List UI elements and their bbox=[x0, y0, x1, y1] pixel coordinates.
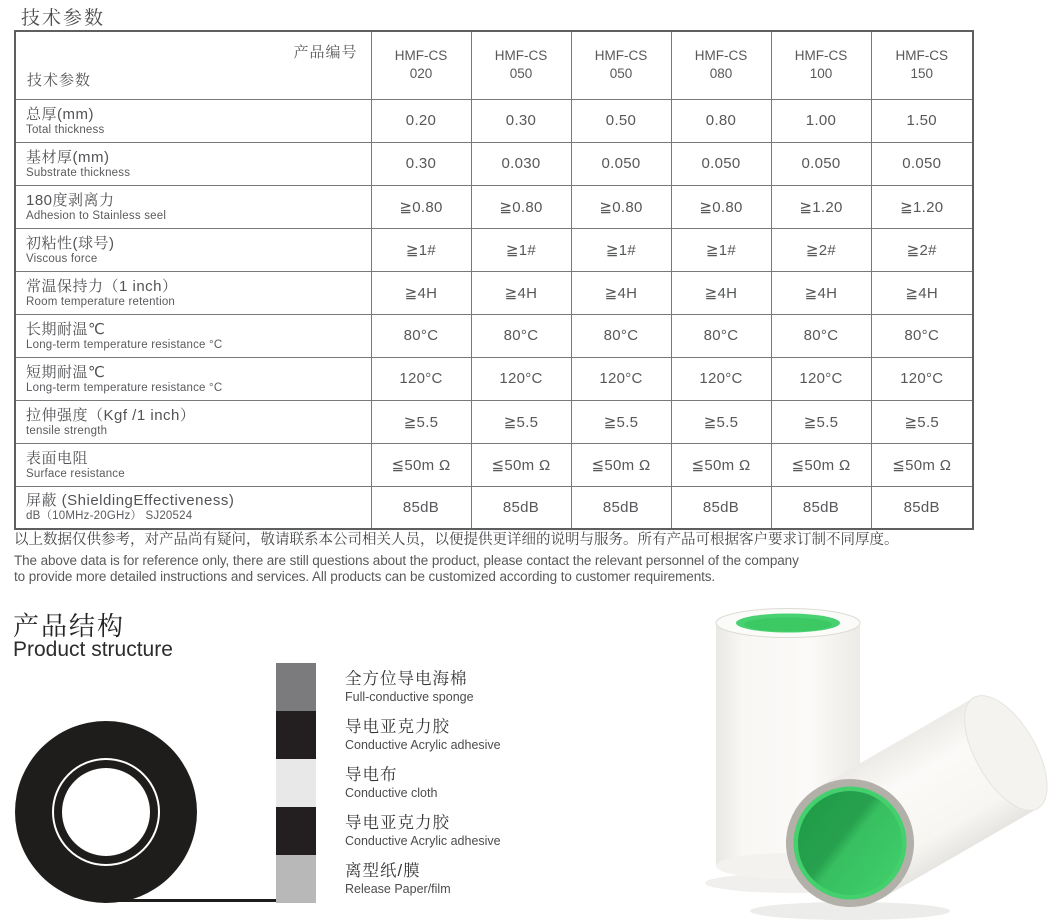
param-value-cell: ≧0.80 bbox=[571, 185, 671, 228]
param-value-cell: ≧5.5 bbox=[871, 400, 973, 443]
param-value-cell: 1.00 bbox=[771, 99, 871, 142]
table-row bbox=[15, 357, 973, 400]
param-value-cell: ≦50m Ω bbox=[571, 443, 671, 486]
param-name-zh: 常温保持力（1 inch） bbox=[26, 277, 178, 295]
layer-name-zh: 导电亚克力胶 bbox=[345, 814, 450, 832]
param-name-en: Long-term temperature resistance °C bbox=[26, 338, 223, 351]
param-name-en: tensile strength bbox=[26, 424, 108, 437]
product-column-header: HMF-CS 020 bbox=[371, 31, 471, 99]
param-label-cell bbox=[15, 185, 371, 228]
param-value-cell: ≧2# bbox=[871, 228, 973, 271]
param-value-cell: 120°C bbox=[871, 357, 973, 400]
layer-stack bbox=[276, 663, 316, 903]
layer-swatch bbox=[276, 807, 316, 855]
page-title: 技术参数 bbox=[21, 8, 106, 29]
param-value-cell: 85dB bbox=[871, 486, 973, 529]
param-value-cell: 85dB bbox=[471, 486, 571, 529]
footnote bbox=[14, 532, 1024, 585]
param-value-cell: ≧1# bbox=[471, 228, 571, 271]
corner-label-tech-params: 技术参数 bbox=[27, 71, 92, 89]
param-value-cell: ≦50m Ω bbox=[671, 443, 771, 486]
param-name-en: Viscous force bbox=[26, 252, 98, 265]
param-value-cell: 120°C bbox=[571, 357, 671, 400]
param-value-cell: 120°C bbox=[771, 357, 871, 400]
param-value-cell: 80°C bbox=[371, 314, 471, 357]
param-name-zh: 屏蔽 (ShieldingEffectiveness) bbox=[26, 492, 235, 510]
param-label-cell bbox=[15, 443, 371, 486]
table-row bbox=[15, 99, 973, 142]
layer-name-en: Full-conductive sponge bbox=[345, 690, 474, 704]
param-value-cell: 80°C bbox=[771, 314, 871, 357]
tape-lead-line bbox=[118, 899, 278, 902]
table-row bbox=[15, 271, 973, 314]
param-name-en: Substrate thickness bbox=[26, 166, 131, 179]
table-row bbox=[15, 400, 973, 443]
param-name-zh: 短期耐温℃ bbox=[26, 363, 106, 381]
param-value-cell: 120°C bbox=[471, 357, 571, 400]
table-row bbox=[15, 142, 973, 185]
param-value-cell: 0.050 bbox=[871, 142, 973, 185]
param-label-cell bbox=[15, 314, 371, 357]
param-value-cell: ≧4H bbox=[771, 271, 871, 314]
param-value-cell: 120°C bbox=[371, 357, 471, 400]
param-name-en: dB（10MHz-20GHz） SJ20524 bbox=[26, 510, 193, 523]
table-row bbox=[15, 314, 973, 357]
layer-name-en: Conductive Acrylic adhesive bbox=[345, 738, 501, 752]
param-value-cell: ≧0.80 bbox=[371, 185, 471, 228]
param-value-cell: 85dB bbox=[371, 486, 471, 529]
param-name-en: Surface resistance bbox=[26, 467, 125, 480]
param-value-cell: 85dB bbox=[671, 486, 771, 529]
param-name-zh: 总厚(mm) bbox=[26, 105, 94, 123]
param-value-cell: ≦50m Ω bbox=[471, 443, 571, 486]
param-name-zh: 表面电阻 bbox=[26, 449, 89, 467]
param-value-cell: 0.80 bbox=[671, 99, 771, 142]
param-label-cell bbox=[15, 99, 371, 142]
param-label-cell bbox=[15, 400, 371, 443]
param-name-zh: 长期耐温℃ bbox=[26, 320, 106, 338]
param-value-cell: ≧5.5 bbox=[571, 400, 671, 443]
product-column-header: HMF-CS 080 bbox=[671, 31, 771, 99]
layer-name-zh: 导电布 bbox=[345, 766, 398, 784]
param-value-cell: ≦50m Ω bbox=[771, 443, 871, 486]
param-value-cell: 0.50 bbox=[571, 99, 671, 142]
product-column-header: HMF-CS 050 bbox=[571, 31, 671, 99]
layer-label bbox=[345, 711, 645, 759]
params-body bbox=[15, 99, 973, 529]
param-name-zh: 初粘性(球号) bbox=[26, 234, 115, 252]
param-value-cell: 80°C bbox=[871, 314, 973, 357]
param-value-cell: ≦50m Ω bbox=[871, 443, 973, 486]
param-value-cell: ≧0.80 bbox=[671, 185, 771, 228]
layer-swatch bbox=[276, 663, 316, 711]
param-value-cell: ≧5.5 bbox=[671, 400, 771, 443]
layer-swatch bbox=[276, 855, 316, 903]
param-value-cell: 1.50 bbox=[871, 99, 973, 142]
param-name-en: Total thickness bbox=[26, 123, 105, 136]
param-value-cell: 85dB bbox=[571, 486, 671, 529]
footnote-en-line1: The above data is for reference only, there are still questions about the product, please contact the relevant personnel of the company bbox=[14, 553, 799, 568]
param-value-cell: 0.20 bbox=[371, 99, 471, 142]
param-value-cell: 80°C bbox=[571, 314, 671, 357]
param-value-cell: ≧2# bbox=[771, 228, 871, 271]
table-row bbox=[15, 443, 973, 486]
layer-label bbox=[345, 759, 645, 807]
footnote-zh: 以上数据仅供参考，对产品尚有疑问，敬请联系本公司相关人员，以便提供更详细的说明与服务。所有产品可根据客户要求订制不同厚度。 bbox=[14, 532, 899, 548]
param-label-cell bbox=[15, 228, 371, 271]
param-value-cell: ≧4H bbox=[671, 271, 771, 314]
param-name-en: Room temperature retention bbox=[26, 295, 176, 308]
param-value-cell: ≧1# bbox=[571, 228, 671, 271]
param-value-cell: ≧5.5 bbox=[371, 400, 471, 443]
param-value-cell: 0.050 bbox=[671, 142, 771, 185]
layer-name-en: Conductive cloth bbox=[345, 786, 438, 800]
param-value-cell: 0.30 bbox=[371, 142, 471, 185]
param-value-cell: 0.050 bbox=[571, 142, 671, 185]
param-value-cell: ≧0.80 bbox=[471, 185, 571, 228]
layer-name-zh: 全方位导电海棉 bbox=[345, 670, 468, 688]
product-column-header: HMF-CS 150 bbox=[871, 31, 973, 99]
param-name-zh: 基材厚(mm) bbox=[26, 148, 110, 166]
tape-roll-side-illustration bbox=[15, 721, 197, 903]
param-value-cell: ≧5.5 bbox=[771, 400, 871, 443]
param-value-cell: ≧1.20 bbox=[771, 185, 871, 228]
layer-label bbox=[345, 807, 645, 855]
param-label-cell bbox=[15, 271, 371, 314]
param-label-cell bbox=[15, 142, 371, 185]
corner-label-product-no: 产品编号 bbox=[293, 44, 358, 61]
layer-label bbox=[345, 855, 645, 903]
product-rolls-illustration bbox=[660, 590, 1048, 923]
param-value-cell: ≧1.20 bbox=[871, 185, 973, 228]
tape-roll-core-hole bbox=[62, 768, 150, 856]
param-value-cell: 85dB bbox=[771, 486, 871, 529]
param-value-cell: ≧4H bbox=[871, 271, 973, 314]
param-value-cell: ≧5.5 bbox=[471, 400, 571, 443]
param-value-cell: ≧1# bbox=[371, 228, 471, 271]
product-column-header: HMF-CS 050 bbox=[471, 31, 571, 99]
structure-title-zh: 产品结构 bbox=[13, 611, 126, 641]
layer-labels bbox=[345, 663, 645, 903]
param-value-cell: ≧1# bbox=[671, 228, 771, 271]
product-column-header: HMF-CS 100 bbox=[771, 31, 871, 99]
layer-swatch bbox=[276, 711, 316, 759]
param-label-cell bbox=[15, 357, 371, 400]
spec-table bbox=[14, 30, 974, 530]
footnote-en-line2: to provide more detailed instructions and services. All products can be customized according to customer requirements. bbox=[14, 569, 716, 584]
table-row bbox=[15, 185, 973, 228]
param-name-zh: 180度剥离力 bbox=[26, 191, 115, 209]
param-value-cell: 0.050 bbox=[771, 142, 871, 185]
param-value-cell: ≧4H bbox=[471, 271, 571, 314]
table-row bbox=[15, 228, 973, 271]
param-value-cell: ≦50m Ω bbox=[371, 443, 471, 486]
param-value-cell: ≧4H bbox=[371, 271, 471, 314]
param-value-cell: 80°C bbox=[471, 314, 571, 357]
layer-name-en: Conductive Acrylic adhesive bbox=[345, 834, 501, 848]
param-value-cell: 80°C bbox=[671, 314, 771, 357]
layer-name-zh: 导电亚克力胶 bbox=[345, 718, 450, 736]
table-header-row bbox=[15, 31, 973, 99]
param-name-zh: 拉伸强度（Kgf /1 inch） bbox=[26, 406, 196, 424]
param-name-en: Adhesion to Stainless seel bbox=[26, 209, 167, 222]
table-corner-cell bbox=[15, 31, 371, 99]
table-row bbox=[15, 486, 973, 529]
param-value-cell: 120°C bbox=[671, 357, 771, 400]
param-label-cell bbox=[15, 486, 371, 529]
param-name-en: Long-term temperature resistance °C bbox=[26, 381, 223, 394]
structure-title-en: Product structure bbox=[13, 638, 173, 661]
param-value-cell: 0.030 bbox=[471, 142, 571, 185]
layer-label bbox=[345, 663, 645, 711]
param-value-cell: ≧4H bbox=[571, 271, 671, 314]
layer-name-en: Release Paper/film bbox=[345, 882, 451, 896]
layer-swatch bbox=[276, 759, 316, 807]
tape-roll-inner-ring bbox=[52, 758, 160, 866]
param-value-cell: 0.30 bbox=[471, 99, 571, 142]
layer-name-zh: 离型纸/膜 bbox=[345, 862, 421, 880]
